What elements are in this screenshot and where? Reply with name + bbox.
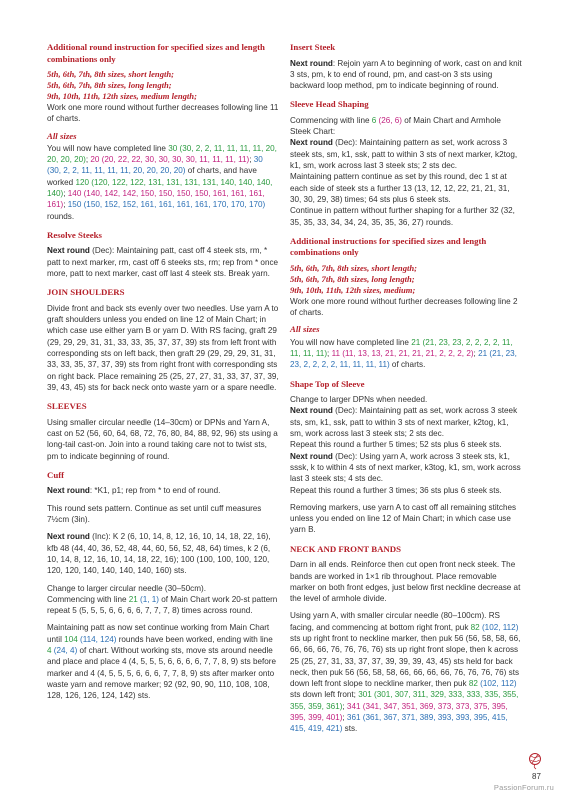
shape-top-text-5: Repeat this round a further 3 times; 36 sts plus 6 steek sts. [290,485,502,495]
size-line-3: 9th, 10th, 11th, 12th sizes, medium length; [47,91,197,101]
size2-line-2: 5th, 6th, 7th, 8th sizes, long length; [290,273,415,284]
shape-top-text-3: Repeat this round a further 5 times; 52 sts plus 6 steek sts. [290,440,502,450]
neck-bands-text-1: Darn in all ends. Reinforce then cut open front neck steek. The bands are worked in 1×1 rib throughout. Place removable marker on both front edges, just below first neckline decrease at the level of armhole divide. [290,560,521,604]
sleeves-text: Using smaller circular needle (14–30cm) or DPNs and Yarn A, cast on 52 (56, 60, 64, 68, 72, 76, 80, 84, 88, 92, 96) sts using a long-tail cast-on. Join into a round taking care not to twist sts, pm to indicate beginning of round. [47,417,278,461]
page-footer [516,752,554,784]
additional-heading: Additional round instruction for specified sizes and length combinations only [47,42,265,64]
yarn-ball-icon [528,752,542,770]
all-sizes-text: You will now have completed line 30 (30, 2, 2, 11, 11, 11, 11, 20, 20, 20, 20); 20 (20, 22, 22, 30, 30, 30, 30, 11, 11, 11, 11); 30 (30, 2, 2, 11, 11, 11, 11, 20, 20, 20, 20) of charts, and have worked 120 (120, 122, 122, 131, 131, 131, 131, 140, 140, 140, 140); 140 (140, 142, 142, 150, 150, 150, 150, 161, 161, 161, 161); 150 (150, 152, 152, 161, 161, 161, 161, 170, 170, 170) rounds. [47,143,277,221]
watermark: PassionForum.ru [493,783,554,792]
sleeve-head-text-1: Commencing with line 6 (26, 6) of Main Chart and Armhole Steek Chart: [290,115,501,137]
insert-steek-heading: Insert Steek [290,42,336,52]
size-line-2: 5th, 6th, 7th, 8th sizes, long length; [47,80,172,90]
neck-bands-heading: NECK AND FRONT BANDS [290,543,402,554]
cuff-pattern-text: This round sets pattern. Continue as set until cuff measures 7½cm (3in). [47,503,262,525]
cuff-round-1: Next round: *K1, p1; rep from * to end of round. [47,486,221,496]
resolve-steeks-heading: Resolve Steeks [47,229,102,240]
cuff-maintain-text: Maintaining patt as now set continue working from Main Chart until 104 (114, 124) rounds have been worked, ending with line 4 (24, 4) of chart. Without working sts, move sts around needle and place and place 4 (4, 5, 5, 5, 6, 6, 6, 6, 7, 7, 8, 9) sts before marker and 4 (4, 5, 5, 5, 6, 6, 6, 7, 7, 8, 9) sts after marker onto waste yarn and remove marker; 92 (92, 90, 90, 110, 108, 108, 128, 126, 126, 124, 142) sts. [47,623,276,701]
cuff-heading: Cuff [47,469,65,480]
shape-top-dec-round: Next round (Dec): Maintaining patt as set, work across 3 steek sts, sm, k1, ssk, patt to within 3 sts of next marker, k2tog, k1, sm, work across last 3 steek sts; 2 sts dec. [290,406,518,439]
shape-top-text-1: Change to larger DPNs when needed. [290,395,428,405]
shape-top-heading: Shape Top of Sleeve [290,378,365,389]
left-column [47,42,279,707]
shape-top-dec-round-2: Next round (Dec): Using yarn A, work across 3 steek sts, k1, sssk, k to within 4 sts of next marker, k3tog, k1, sm, work across last 3 steek sts; 4 sts dec. [290,451,521,484]
sleeve-head-dec-round: Next round (Dec): Maintaining pattern as set, work across 3 steek sts, sm, k1, ssk, patt to within 3 sts of next marker, k2tog, k1, sm, work across last 3 steek sts; 2 sts dec. [290,138,518,171]
sleeve-head-heading: Sleeve Head Shaping [290,99,369,110]
sleeves-heading: SLEEVES [47,401,87,412]
all-sizes2-text: You will now have completed line 21 (21, 23, 23, 2, 2, 2, 2, 11, 11, 11, 11); 11 (11, 13, 13, 21, 21, 21, 21, 2, 2, 2, 2); 21 (21, 23, 23, 2, 2, 2, 2, 11, 11, 11, 11) of charts. [290,337,517,370]
shape-top-text-6: Removing markers, use yarn A to cast off all remaining stitches unless you ended on line 12 of Main Chart; in which case use yarn B. [290,502,517,535]
size2-line-1: 5th, 6th, 7th, 8th sizes, short length; [290,262,418,273]
additional-text: Work one more round without further decreases following line 11 of charts. [47,103,279,124]
sleeve-head-text-4: Continue in pattern without further shaping for a further 32 (32, 35, 35, 33, 34, 34, 24, 35, 35, 36, 27) rounds. [290,206,515,227]
right-column [290,42,523,741]
page-number: 87 [532,772,541,781]
cuff-inc-round: Next round (Inc): K 2 (6, 10, 14, 8, 12, 16, 10, 14, 18, 22, 16), kfb 48 (44, 40, 36, 52, 48, 44, 60, 56, 52, 48, 64) times, k 2 (6, 10, 14, 8, 12, 16, 10, 14, 18, 22, 16); 100 (100, 100, 100, 120, 120, 120, 140, 140, 140, 140, 160) sts. [47,532,271,576]
additional2-heading: Additional instructions for specified sizes and length combinations only [290,235,487,258]
join-shoulders-text: Divide front and back sts evenly over two needles. Use yarn A to graft shoulders unless you ended on line 12 of Main Chart; in which case use either yarn B or yarn D. With RS facing, graft 29 (29, 29, 29, 31, 31, 33, 33, 35, 37, 37, 39) sts from left front with corresponding sts on left back, then graft 29 (29, 29, 29, 31, 31, 33, 33, 35, 37, 37, 39) sts from right front with corresponding sts on right back. Place remaining 25 (25, 27, 27, 31, 33, 37, 37, 39, 39, 43, 45) sts for back neck onto waste yarn or a spare needle. [47,303,279,392]
all-sizes2-heading: All sizes [290,324,320,335]
additional2-text: Work one more round without further decreases following line 2 of charts. [290,296,518,318]
size-line-1: 5th, 6th, 7th, 8th sizes, short length; [47,69,175,79]
all-sizes-heading: All sizes [47,130,77,141]
resolve-steeks-text: Next round (Dec): Maintaining patt, cast off 4 steek sts, rm, * patt to next marker, rm, cast off 6 steeks sts, rm; rep from * once more, patt to next marker, cast off last 4 steek sts. Break yarn. [47,246,279,279]
size2-line-3: 9th, 10th, 11th, 12th sizes, medium; [290,284,416,295]
insert-steek-text: Next round: Rejoin yarn A to beginning of work, cast on and knit 3 sts, pm, k to end of round, pm, and cast-on 3 sts using backward loop method, pm to indicate beginning of round. [290,58,522,91]
cuff-change-needle: Change to larger circular needle (30–50cm). Commencing with line 21 (1, 1) of Main Chart work 20-st pattern repeat 5 (5, 5, 5, 6, 6, 6, 6, 7, 7, 7, 8) times across round. [47,583,278,616]
neck-bands-text-2: Using yarn A, with smaller circular needle (80–100cm). RS facing, and commencing at bottom right front, puk 82 (102, 112) sts up right front to neckline marker, then puk 56 (56, 58, 58, 66, 66, 66, 66, 76, 76, 76, 76) sts up right front slope, then k across 25 (25, 27, 31, 33, 37, 37, 39, 39, 39, 43, 45) sts held for back neck, then puk 56 (56, 58, 58, 66, 66, 66, 66, 76, 76, 76, 76) sts down left front slope to neckline marker, then puk 82 (102, 112) sts down left front; 301 (301, 307, 311, 329, 333, 333, 335, 355, 355, 359, 361); 341 (341, 347, 351, 369, 373, 373, 375, 395, 395, 399, 401); 361 (361, 367, 371, 389, 393, 393, 395, 415, 415, 419, 421) sts. [290,611,521,734]
join-shoulders-heading: JOIN SHOULDERS [47,287,125,298]
sleeve-head-text-3: Maintaining pattern continue as set by this round, dec 1 st at each side of steek sts a further 13 (13, 12, 12, 22, 21, 21, 31, 30, 30, 29, 38) times; 64 sts plus 6 steek sts. [290,172,510,204]
